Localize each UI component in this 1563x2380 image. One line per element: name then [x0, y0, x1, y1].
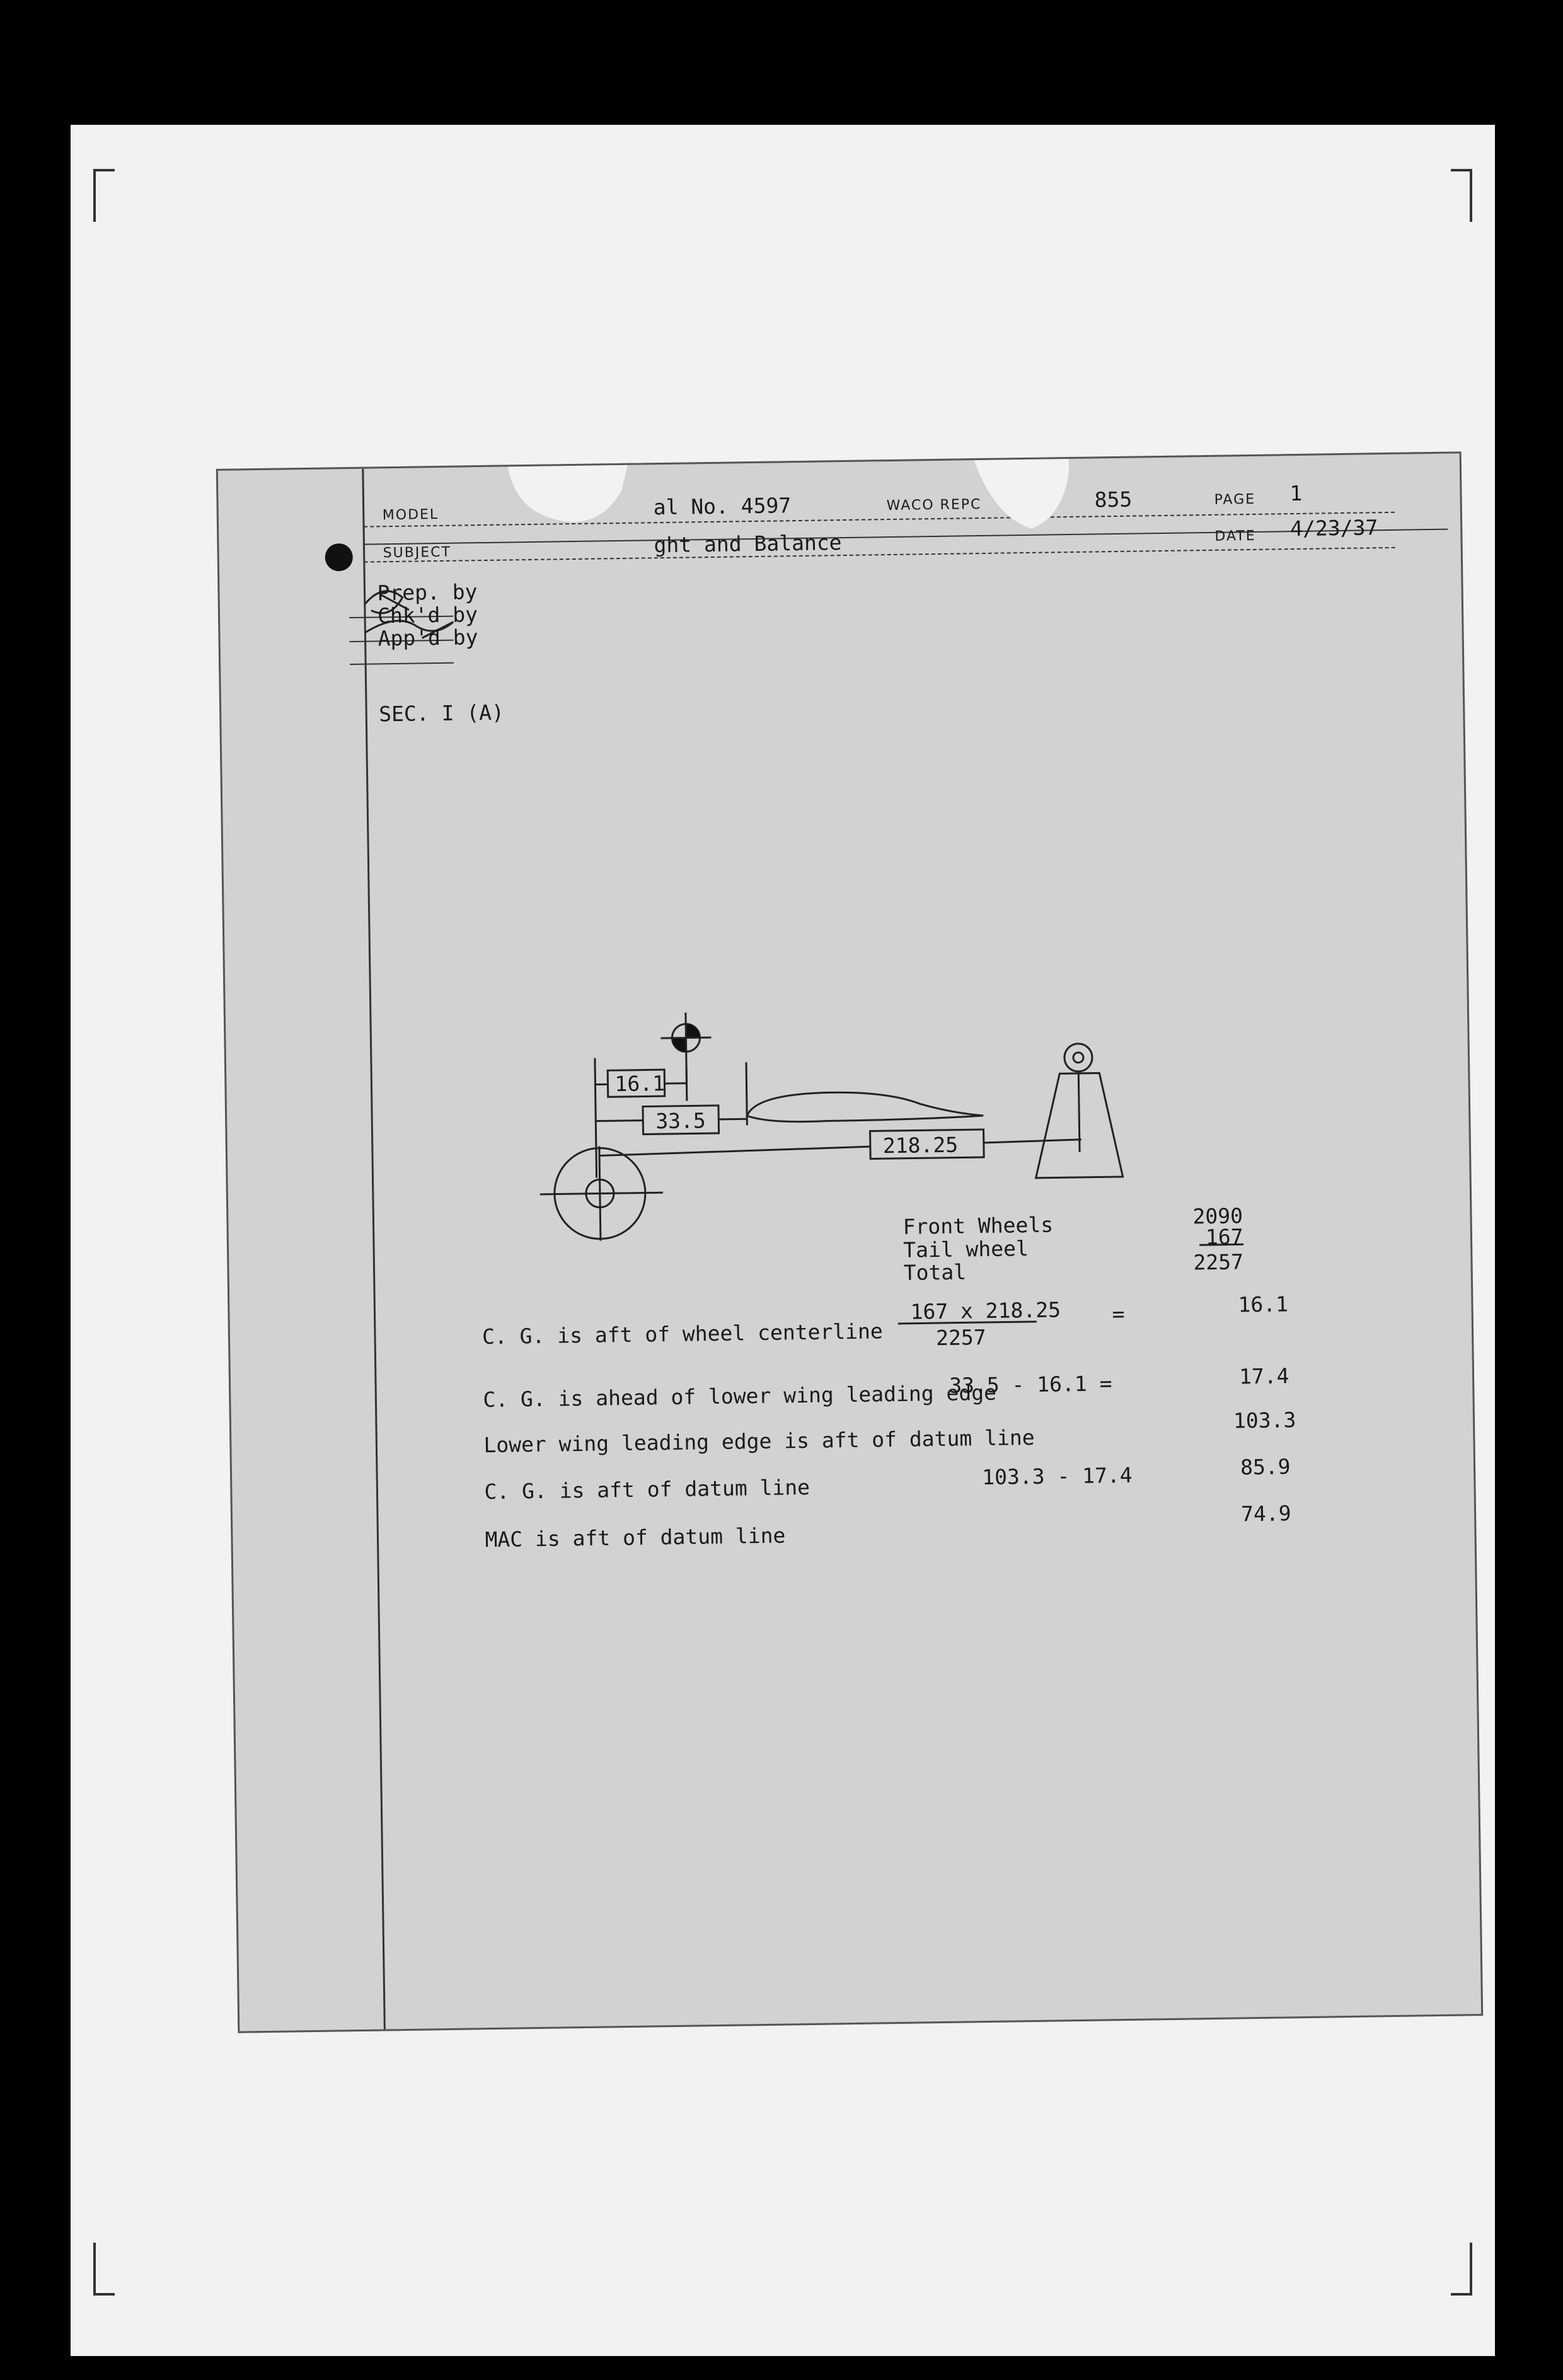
- weight-label-tail: Tail wheel: [903, 1236, 1029, 1262]
- dim-le-label: 33.5: [655, 1108, 707, 1134]
- checked-by: Chk'd by: [377, 602, 478, 628]
- binder-hole: [325, 543, 353, 572]
- calc-5-text: MAC is aft of datum line: [485, 1523, 786, 1552]
- weight-value-total: 2257: [1193, 1249, 1244, 1275]
- cg-diagram: [538, 1007, 1124, 1242]
- calc-1-denominator: 2257: [935, 1324, 986, 1351]
- calc-2-expr: 33.5 - 16.1 =: [949, 1371, 1112, 1398]
- report-label: WACO REPC: [886, 496, 982, 514]
- subject-value: ght and Balance: [654, 530, 842, 558]
- calc-1-text: C. G. is aft of wheel centerline: [482, 1319, 884, 1349]
- model-value: al No. 4597: [653, 493, 792, 520]
- section-heading: SEC. I (A): [378, 700, 505, 727]
- calc-4-expr: 103.3 - 17.4: [981, 1462, 1133, 1490]
- calc-3-result: 103.3: [1233, 1407, 1296, 1433]
- torn-notch-2: [974, 459, 1070, 529]
- crop-mark-top-left: [93, 169, 115, 222]
- report-sheet: [216, 451, 1483, 2033]
- date-value: 4/23/37: [1289, 515, 1378, 541]
- page-label: PAGE: [1214, 491, 1256, 508]
- page-number: 1: [1289, 480, 1303, 506]
- calc-5-result: 74.9: [1240, 1501, 1291, 1527]
- dim-tail-label: 218.25: [882, 1132, 959, 1158]
- dim-cg-label: 16.1: [614, 1071, 666, 1097]
- approved-by: App'd by: [378, 625, 478, 651]
- weight-label-front: Front Wheels: [903, 1212, 1054, 1239]
- calc-2-result: 17.4: [1238, 1363, 1289, 1389]
- weight-value-tail: 167: [1205, 1224, 1243, 1250]
- calc-1-equals: =: [1112, 1301, 1125, 1327]
- calc-1-numerator: 167 x 218.25: [910, 1297, 1061, 1324]
- subject-label: SUBJECT: [383, 544, 452, 562]
- date-label: DATE: [1214, 528, 1256, 545]
- torn-notch-1: [508, 465, 628, 523]
- calc-2-text: C. G. is ahead of lower wing leading edge: [483, 1380, 997, 1412]
- sheet-linework: [218, 453, 1481, 2031]
- crop-mark-bottom-right: [1451, 2243, 1472, 2296]
- weight-value-front: 2090: [1192, 1203, 1243, 1229]
- calc-1-result: 16.1: [1238, 1291, 1289, 1317]
- crop-mark-bottom-left: [93, 2243, 115, 2296]
- report-number: 855: [1094, 487, 1133, 512]
- model-label: MODEL: [382, 506, 439, 524]
- calc-4-text: C. G. is aft of datum line: [484, 1474, 810, 1505]
- prepared-by: Prep. by: [377, 579, 478, 606]
- calc-4-result: 85.9: [1240, 1454, 1291, 1480]
- crop-mark-top-right: [1451, 169, 1472, 222]
- calc-3-text: Lower wing leading edge is aft of datum line: [483, 1424, 1035, 1458]
- weight-label-total: Total: [903, 1259, 967, 1285]
